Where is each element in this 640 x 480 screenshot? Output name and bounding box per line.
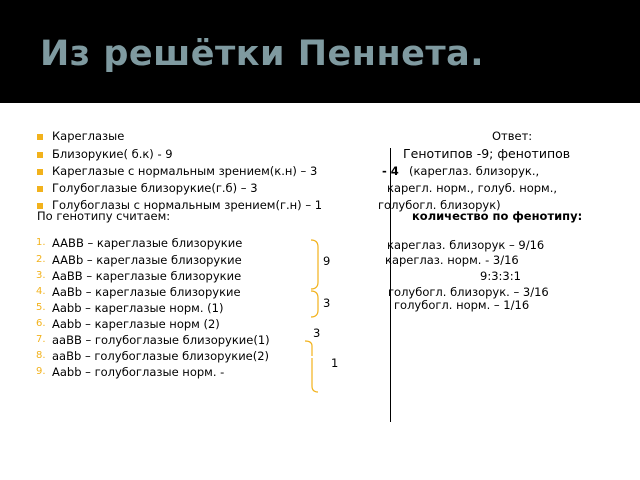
genotype-item: Aabb – кареглазые норм. (1): [52, 301, 224, 315]
bracket-group-1: [311, 240, 318, 289]
list-number: 1.: [36, 237, 46, 248]
genotype-item: Aabb – кареглазые норм (2): [52, 317, 220, 331]
phenotype-count: - 4: [382, 164, 399, 178]
list-number: 8.: [36, 350, 46, 361]
answer-types: Генотипов -9; фенотипов: [403, 146, 571, 161]
list-number: 2.: [36, 254, 46, 265]
group-count: 3: [323, 296, 331, 310]
bullet-text: Кареглазые с нормальным зрением(к.н) – 3: [52, 164, 318, 178]
list-number: 6.: [36, 318, 46, 329]
answer-label: Ответ:: [492, 129, 533, 143]
bracket-group-2: [311, 291, 318, 317]
bracket-group-4: [312, 358, 318, 392]
bracket-group-3: [305, 341, 312, 356]
genotype-item: AABb – кареглазые близорукие: [52, 253, 242, 267]
answer-line2: карегл. норм., голуб. норм.,: [387, 181, 558, 195]
bullet-text: Кареглазые: [52, 129, 125, 143]
phenotype-heading: количество по фенотипу:: [412, 209, 583, 223]
bullet-text: Голубоглазые близорукие(г.б) – 3: [52, 181, 258, 195]
list-number: 3.: [36, 270, 46, 281]
answer-line3: голубогл. близорук): [378, 198, 501, 212]
genotype-item: aaBB – голубоглазые близорукие(1): [52, 333, 270, 347]
phenotype-fraction: кареглаз. близорук – 9/16: [387, 238, 545, 252]
phenotype-ratio: 9:3:3:1: [480, 269, 521, 283]
genotype-item: aaBb – голубоглазые близорукие(2): [52, 349, 270, 363]
list-number: 5.: [36, 302, 46, 313]
group-count: 3: [313, 326, 321, 340]
list-number: 9.: [36, 366, 46, 377]
phenotype-fraction: голубогл. норм. – 1/16: [394, 298, 530, 312]
genotype-item: AaBb – кареглазые близорукие: [52, 285, 241, 299]
group-count: 1: [331, 356, 339, 370]
genotype-heading: По генотипу считаем:: [37, 209, 171, 223]
list-number: 7.: [36, 334, 46, 345]
group-count: 9: [323, 254, 331, 268]
phenotype-fraction: голубогл. близорук. – 3/16: [388, 285, 549, 299]
bullet-text: Близорукие( б.к) - 9: [52, 147, 173, 161]
list-number: 4.: [36, 286, 46, 297]
answer-line1: (кареглаз. близорук.,: [409, 164, 540, 178]
genotype-item: AaBB – кареглазые близорукие: [52, 269, 242, 283]
genotype-item: AABB – кареглазые близорукие: [52, 236, 243, 250]
bullet-text: Голубоглазы с нормальным зрением(г.н) – 1: [52, 198, 323, 212]
genotype-item: Aabb – голубоглазые норм. -: [52, 365, 225, 379]
slide-title: Из решётки Пеннета.: [40, 34, 485, 74]
phenotype-fraction: кареглаз. норм. - 3/16: [385, 253, 519, 267]
